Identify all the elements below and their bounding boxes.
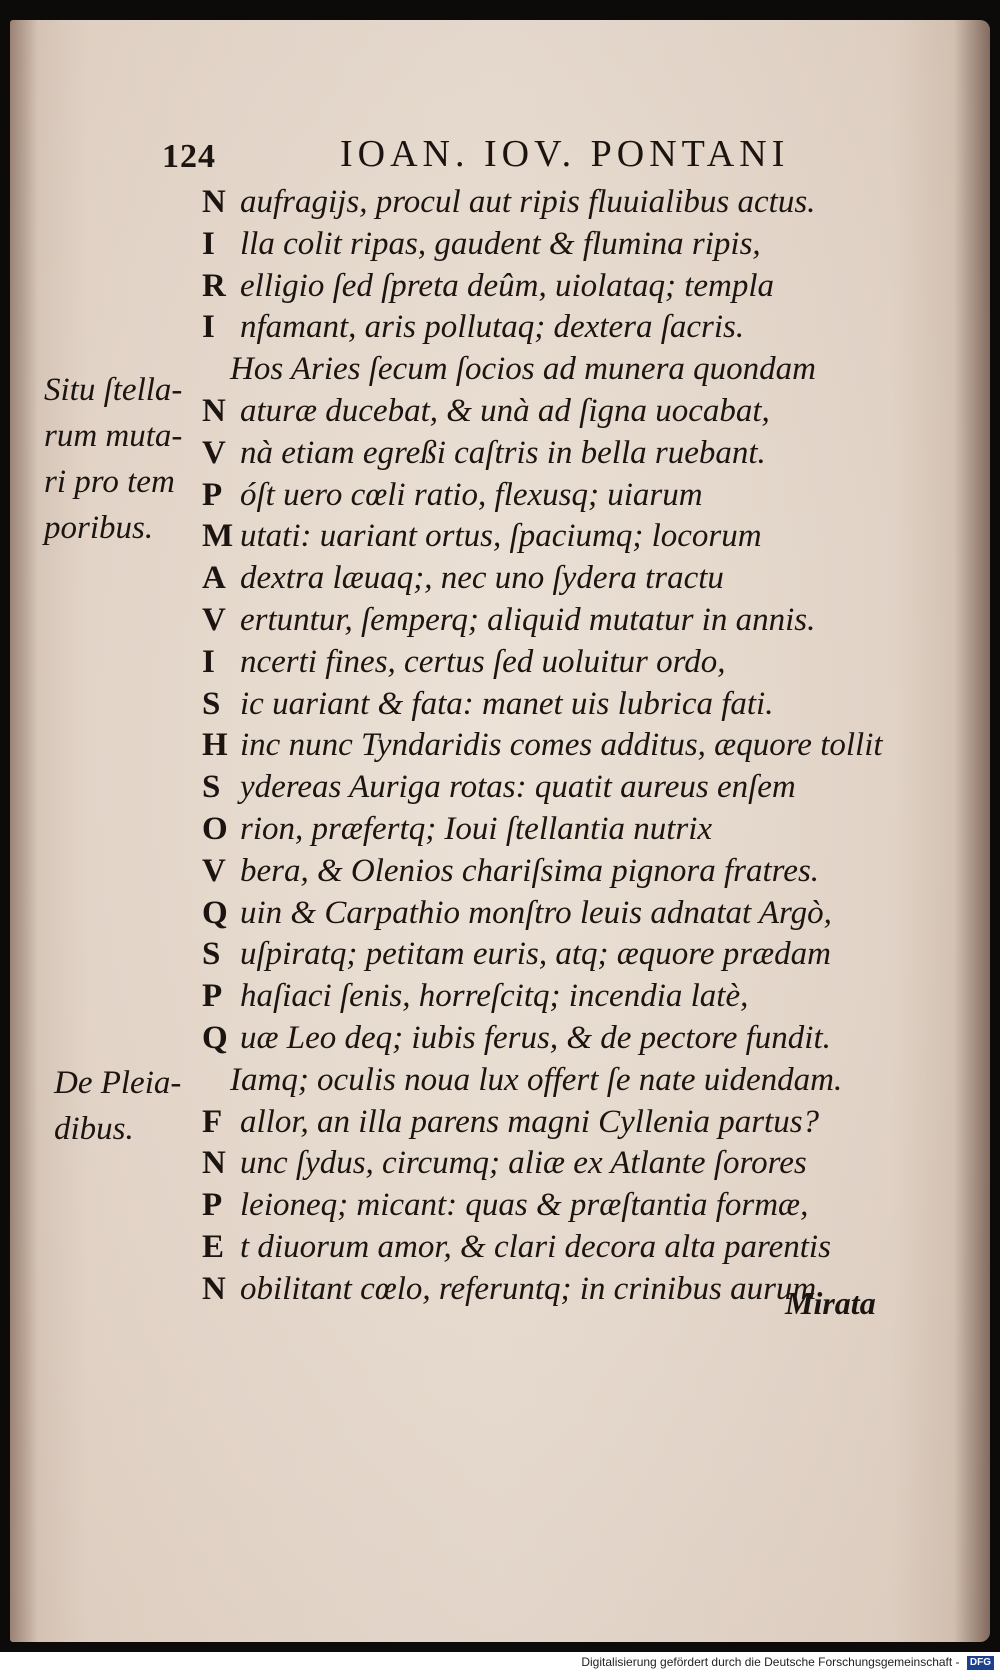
verse-initial: P	[202, 1187, 223, 1224]
verse-line	[202, 514, 762, 558]
catchword: Mirata	[785, 1285, 876, 1321]
verse-initial: Q	[202, 1020, 228, 1056]
verse-initial: S	[202, 769, 221, 806]
verse-text: leioneq; micant: quas & præſtantia formæ,	[240, 1187, 809, 1224]
verse-line	[230, 347, 816, 391]
verse-text: inc nunc Tyndaridis comes additus, æquore tollit	[240, 727, 883, 764]
verse-line	[202, 305, 744, 349]
verse-text: ydereas Auriga rotas: quatit aureus enſem	[240, 769, 796, 806]
verse-line	[202, 891, 832, 935]
verse-initial: I	[202, 309, 215, 346]
verse-text: dextra læuaq;, nec uno ſydera tractu	[240, 560, 724, 597]
verse-line	[202, 1016, 831, 1060]
verse-initial: I	[202, 643, 215, 680]
verse-line	[202, 598, 815, 642]
verse-line	[202, 1267, 816, 1311]
verse-text: óſt uero cœli ratio, flexusq; uiarum	[240, 476, 703, 513]
margin-note-de-pleiadibus	[54, 1060, 181, 1152]
running-head: IOAN. IOV. PONTANI	[340, 133, 790, 175]
margin-note-line: ri pro tem	[44, 464, 175, 500]
verse-text: uin & Carpathio monſtro leuis adnatat Argò,	[240, 894, 832, 931]
verse-initial: N	[202, 1270, 226, 1307]
verse-text: nfamant, aris pollutaq; dextera ſacris.	[240, 309, 745, 346]
verse-text: Iamq; oculis noua lux offert ſe nate uidendam.	[230, 1061, 843, 1098]
verse-initial: V	[202, 852, 226, 889]
verse-initial: N	[202, 393, 226, 429]
verse-line	[202, 640, 725, 684]
verse-line	[202, 1141, 807, 1185]
verse-text: allor, an illa parens magni Cyllenia partus?	[240, 1103, 820, 1140]
margin-note-line: poribus.	[44, 510, 154, 546]
verse-line	[202, 1225, 831, 1269]
verse-text: uſpiratq; petitam euris, atq; æquore prædam	[240, 936, 831, 973]
margin-note-line: rum muta-	[44, 418, 183, 454]
verse-text: rion, præfertq; Ioui ſtellantia nutrix	[240, 811, 713, 847]
verse-text: utati: uariant ortus, ſpaciumq; locorum	[240, 518, 762, 555]
verse-text: ncerti fines, certus ſed uoluitur ordo,	[240, 643, 726, 680]
verse-initial: S	[202, 936, 221, 973]
verse-initial: R	[202, 267, 226, 304]
verse-text: uæ Leo deq; iubis ferus, & de pectore fundit.	[240, 1020, 831, 1056]
verse-initial: A	[202, 560, 226, 597]
verse-text: ertuntur, ſemperq; aliquid mutatur in annis.	[240, 602, 816, 638]
verse-line	[202, 389, 770, 433]
verse-initial: E	[202, 1229, 225, 1265]
verse-line	[202, 264, 774, 308]
verse-text: elligio ſed ſpreta deûm, uiolataq; templa	[240, 267, 775, 304]
verse-text: unc ſydus, circumq; aliæ ex Atlante ſorores	[240, 1145, 807, 1182]
verse-text: Hos Aries ſecum ſocios ad munera quondam	[230, 351, 817, 388]
verse-initial: S	[202, 685, 221, 722]
verse-initial: F	[202, 1103, 223, 1140]
margin-note-line: De Pleia-	[54, 1065, 182, 1101]
verse-text: haſiaci ſenis, horreſcitq; incendia latè,	[240, 978, 749, 1015]
verse-initial: V	[202, 434, 226, 471]
margin-note-situ-stellarum	[44, 367, 182, 551]
verse-initial: N	[202, 1145, 226, 1182]
verse-line	[202, 180, 815, 224]
verse-line	[202, 849, 819, 893]
verse-text: aufragijs, procul aut ripis fluuialibus actus.	[240, 184, 816, 220]
verse-line	[230, 1058, 842, 1102]
verse-initial: I	[202, 225, 215, 262]
verse-text: nà etiam egreßi caſtris in bella ruebant.	[240, 434, 766, 471]
verse-initial: O	[202, 811, 228, 847]
verse-line	[202, 431, 766, 475]
margin-note-line: dibus.	[54, 1111, 134, 1147]
margin-note-line: Situ ſtella-	[44, 372, 183, 408]
dfg-logo: DFG	[967, 1656, 994, 1670]
verse-text: bera, & Olenios chariſsima pignora fratres.	[240, 852, 820, 889]
verse-initial: Q	[202, 894, 228, 931]
verse-line	[202, 1100, 819, 1144]
verse-initial: P	[202, 476, 223, 513]
verse-initial: N	[202, 184, 226, 220]
verse-initial: P	[202, 978, 223, 1015]
verse-initial: V	[202, 602, 226, 638]
verse-text: obilitant cœlo, referuntq; in crinibus aurum	[240, 1270, 817, 1307]
verse-line	[202, 682, 773, 726]
verse-line	[202, 765, 796, 809]
verse-line	[202, 473, 703, 517]
credit-text: Digitalisierung gefördert durch die Deutsche Forschungsgemeinschaft -	[581, 1655, 960, 1669]
verse-line	[202, 556, 724, 600]
verse-initial: H	[202, 727, 228, 764]
book-page	[10, 20, 990, 1642]
verse-line	[202, 1183, 808, 1227]
verse-text: ic uariant & fata: manet uis lubrica fati.	[240, 685, 774, 722]
page-number: 124	[162, 138, 216, 175]
verse-initial: M	[202, 518, 234, 555]
verse-text: aturæ ducebat, & unà ad ſigna uocabat,	[240, 393, 770, 429]
verse-line	[202, 807, 712, 851]
verse-line	[202, 932, 831, 976]
verse-text: lla colit ripas, gaudent & flumina ripis,	[240, 225, 761, 262]
verse-line	[202, 974, 748, 1018]
verse-text: t diuorum amor, & clari decora alta parentis	[240, 1229, 831, 1265]
digitization-credit	[581, 1655, 994, 1670]
verse-line	[202, 723, 883, 767]
verse-line	[202, 222, 761, 266]
